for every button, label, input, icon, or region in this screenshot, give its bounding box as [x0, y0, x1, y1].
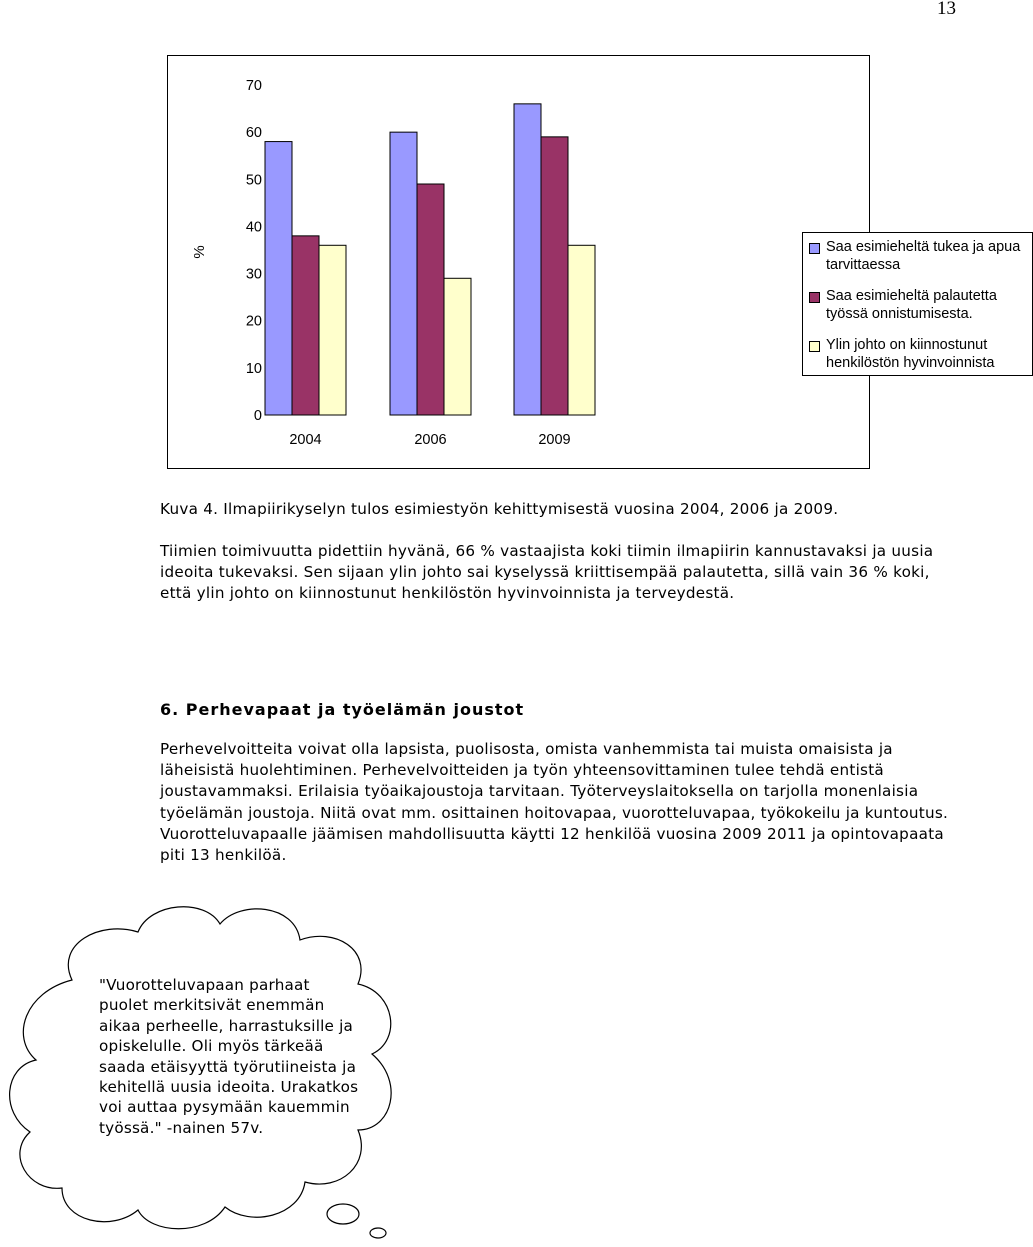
y-tick-label: 40 — [245, 219, 262, 236]
bar — [514, 104, 541, 415]
legend-label-line: tarvittaessa — [826, 257, 901, 273]
bar — [568, 245, 595, 415]
bar — [541, 137, 568, 415]
bar — [444, 278, 471, 415]
bar-chart — [167, 55, 1021, 469]
paragraph-family-leave: Perhevelvoitteita voivat olla lapsista, puolisosta, omista vanhemmista tai muista omaisista ja läheisistä huolehtiminen. Perhevelvoitteiden ja työn yhteensovittaminen tulee tehdä entistä joustavammaksi. Erilaisia työaikajoustoja tarvitaan. Työterveyslaitoksella on tarjolla monenlaisia työelämän joustoja. Niitä ovat mm. osittainen hoitovapaa, vuorotteluvapaa, työkokeilu ja kuntoutus. Vuorotteluvapaalle jäämisen mahdollisuutta käytti 12 henkilöä vuosina 2009 2011 ja opintovapaata piti 13 henkilöä. — [160, 740, 949, 865]
chart-plot — [168, 56, 871, 470]
legend-item-management — [809, 336, 994, 372]
page-number: 13 — [937, 0, 956, 19]
bar — [319, 245, 346, 415]
y-tick-label: 10 — [245, 360, 262, 377]
y-axis-label: % — [191, 245, 208, 259]
employee-quote: "Vuorotteluvapaan parhaat puolet merkitsivät enemmän aikaa perheelle, harrastuksille ja opiskelulle. Oli myös tärkeää saada etäisyyttä työrutiineista ja kehitellä uusia ideoita. Urakatkos voi auttaa pysymään kauemmin työssä." -nainen 57v. — [99, 976, 359, 1137]
bar — [390, 132, 417, 415]
y-tick-label: 30 — [245, 266, 262, 283]
y-tick-label: 70 — [245, 78, 262, 94]
y-tick-label: 20 — [245, 313, 262, 330]
y-tick-label: 50 — [245, 172, 262, 189]
paragraph-team-climate: Tiimien toimivuutta pidettiin hyvänä, 66 % vastaajista koki tiimin ilmapiirin kannustavaksi ja uusia ideoita tukevaksi. Sen sijaan ylin johto sai kyselyssä kriittisempää palautetta, sillä vain 36 % koki, että ylin johto on kiinnostunut henkilöstön hyvinvoinnista ja terveydestä. — [160, 542, 934, 603]
chart-legend — [802, 232, 1033, 376]
legend-label-line: henkilöstön hyvinvoinnista — [826, 355, 995, 371]
legend-item-support — [809, 238, 1020, 274]
y-tick-label: 60 — [245, 125, 262, 142]
legend-swatch — [809, 292, 820, 303]
x-tick-label: 2004 — [289, 432, 322, 448]
legend-item-feedback — [809, 287, 997, 323]
section-heading: 6. Perhevapaat ja työelämän joustot — [160, 700, 525, 719]
legend-label-line: Saa esimieheltä tukea ja apua — [826, 239, 1021, 255]
legend-label-line: Ylin johto on kiinnostunut — [826, 337, 988, 353]
legend-label-line: Saa esimieheltä palautetta — [826, 288, 997, 304]
bar — [417, 184, 444, 415]
legend-swatch — [809, 341, 820, 352]
legend-label-line: työssä onnistumisesta. — [826, 306, 973, 322]
y-tick-label: 0 — [253, 408, 262, 424]
legend-swatch — [809, 243, 820, 254]
figure-caption: Kuva 4. Ilmapiirikyselyn tulos esimiestyön kehittymisestä vuosina 2004, 2006 ja 2009. — [160, 500, 839, 518]
x-tick-label: 2009 — [538, 432, 571, 448]
x-tick-label: 2006 — [414, 432, 447, 448]
bar — [265, 142, 292, 415]
bar — [292, 236, 319, 415]
